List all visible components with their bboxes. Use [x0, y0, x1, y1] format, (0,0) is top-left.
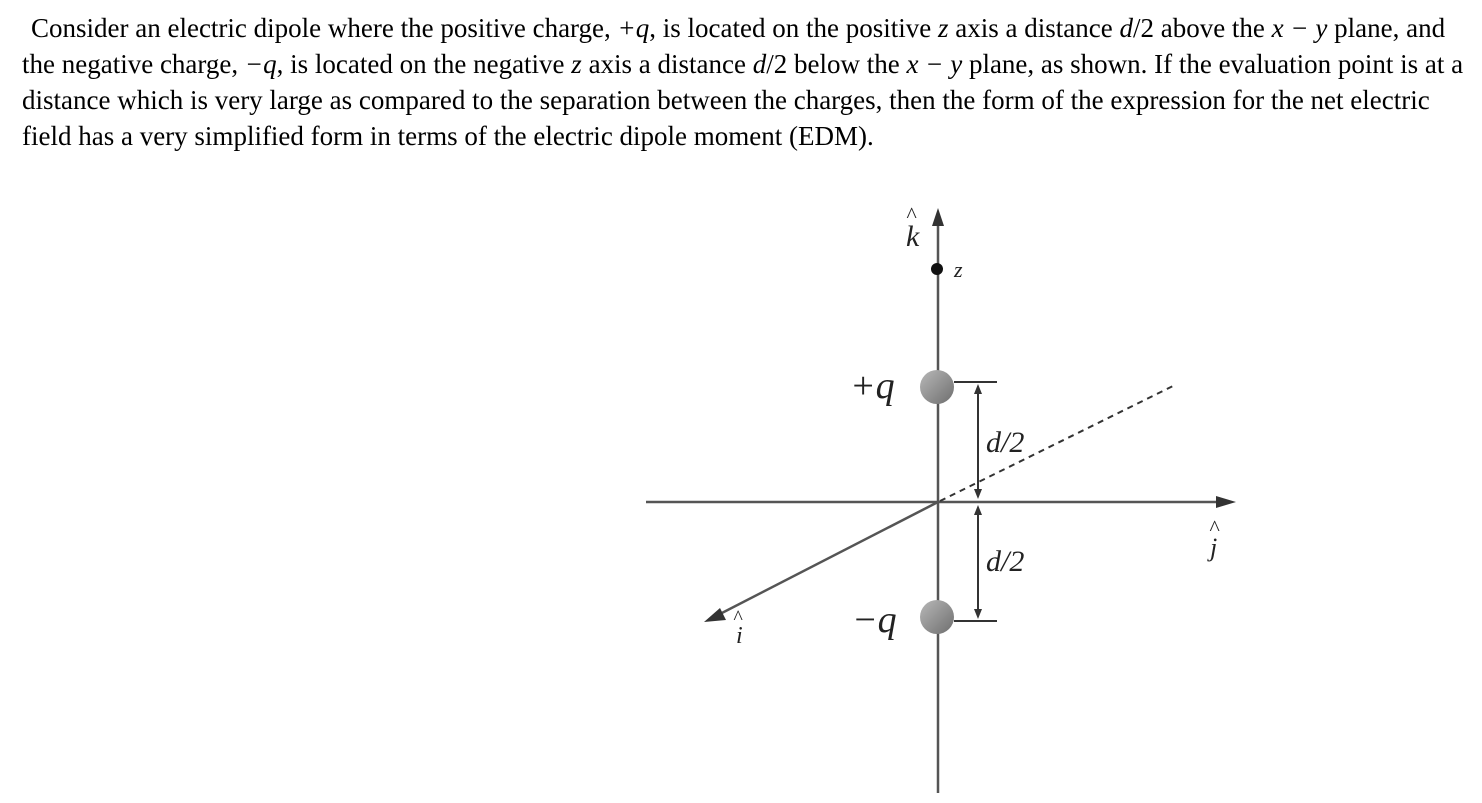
problem-text-part: plane, as shown. If the evaluation point is at a distance which is very large as compared to the separation between the charges, then the form of the expression for the net electric field has a very simplified form in terms of the electric dipole moment (EDM). — [22, 49, 1464, 151]
z-axis-arrow-icon — [932, 208, 944, 226]
upper-dimension-top-arrow-icon — [974, 384, 982, 394]
x-axis — [718, 502, 938, 615]
lower-distance-label: d/2 — [986, 545, 1025, 578]
z-axis-label: z — [954, 257, 963, 282]
negative-charge-label: −q — [852, 599, 897, 641]
math-d: d — [1119, 13, 1133, 43]
evaluation-point — [931, 263, 943, 275]
upper-dimension-bottom-arrow-icon — [974, 489, 982, 499]
problem-text-part: , is located on the negative — [276, 49, 572, 79]
math-positive-charge: +q — [617, 13, 650, 43]
negative-charge-ball — [920, 600, 954, 634]
problem-text-part: /2 above the — [1132, 13, 1272, 43]
problem-text-part: axis a distance — [581, 49, 753, 79]
k-hat-label: k — [906, 220, 920, 253]
math-x-y: x − y — [906, 49, 963, 79]
positive-charge-label: +q — [850, 365, 895, 407]
i-hat-label: i — [736, 623, 743, 649]
evaluation-dashed-line — [940, 385, 1175, 501]
j-hat-mark: ^ — [1209, 515, 1219, 540]
math-x-y: x − y — [1271, 13, 1328, 43]
j-axis-arrow-icon — [1216, 496, 1236, 508]
i-axis-arrow-icon — [704, 608, 726, 622]
problem-text-part: plane, and the negative charge, — [22, 13, 1446, 79]
k-hat-mark: ^ — [906, 202, 916, 227]
math-d: d — [752, 49, 767, 79]
i-hat-mark: ^ — [733, 607, 742, 629]
upper-distance-label: d/2 — [986, 426, 1025, 459]
problem-text-part: , is located on the positive — [649, 13, 938, 43]
lower-dimension-bottom-arrow-icon — [974, 609, 982, 619]
math-z: z — [571, 49, 582, 79]
lower-dimension-top-arrow-icon — [974, 505, 982, 515]
j-hat-label: j — [1210, 533, 1218, 562]
math-z: z — [937, 13, 949, 43]
problem-text-part: Consider an electric dipole where the positive charge, — [31, 13, 618, 43]
math-negative-charge: −q — [244, 49, 277, 79]
problem-text-part: axis a distance — [948, 13, 1120, 43]
problem-text-part: /2 below the — [766, 49, 907, 79]
positive-charge-ball — [920, 370, 954, 404]
